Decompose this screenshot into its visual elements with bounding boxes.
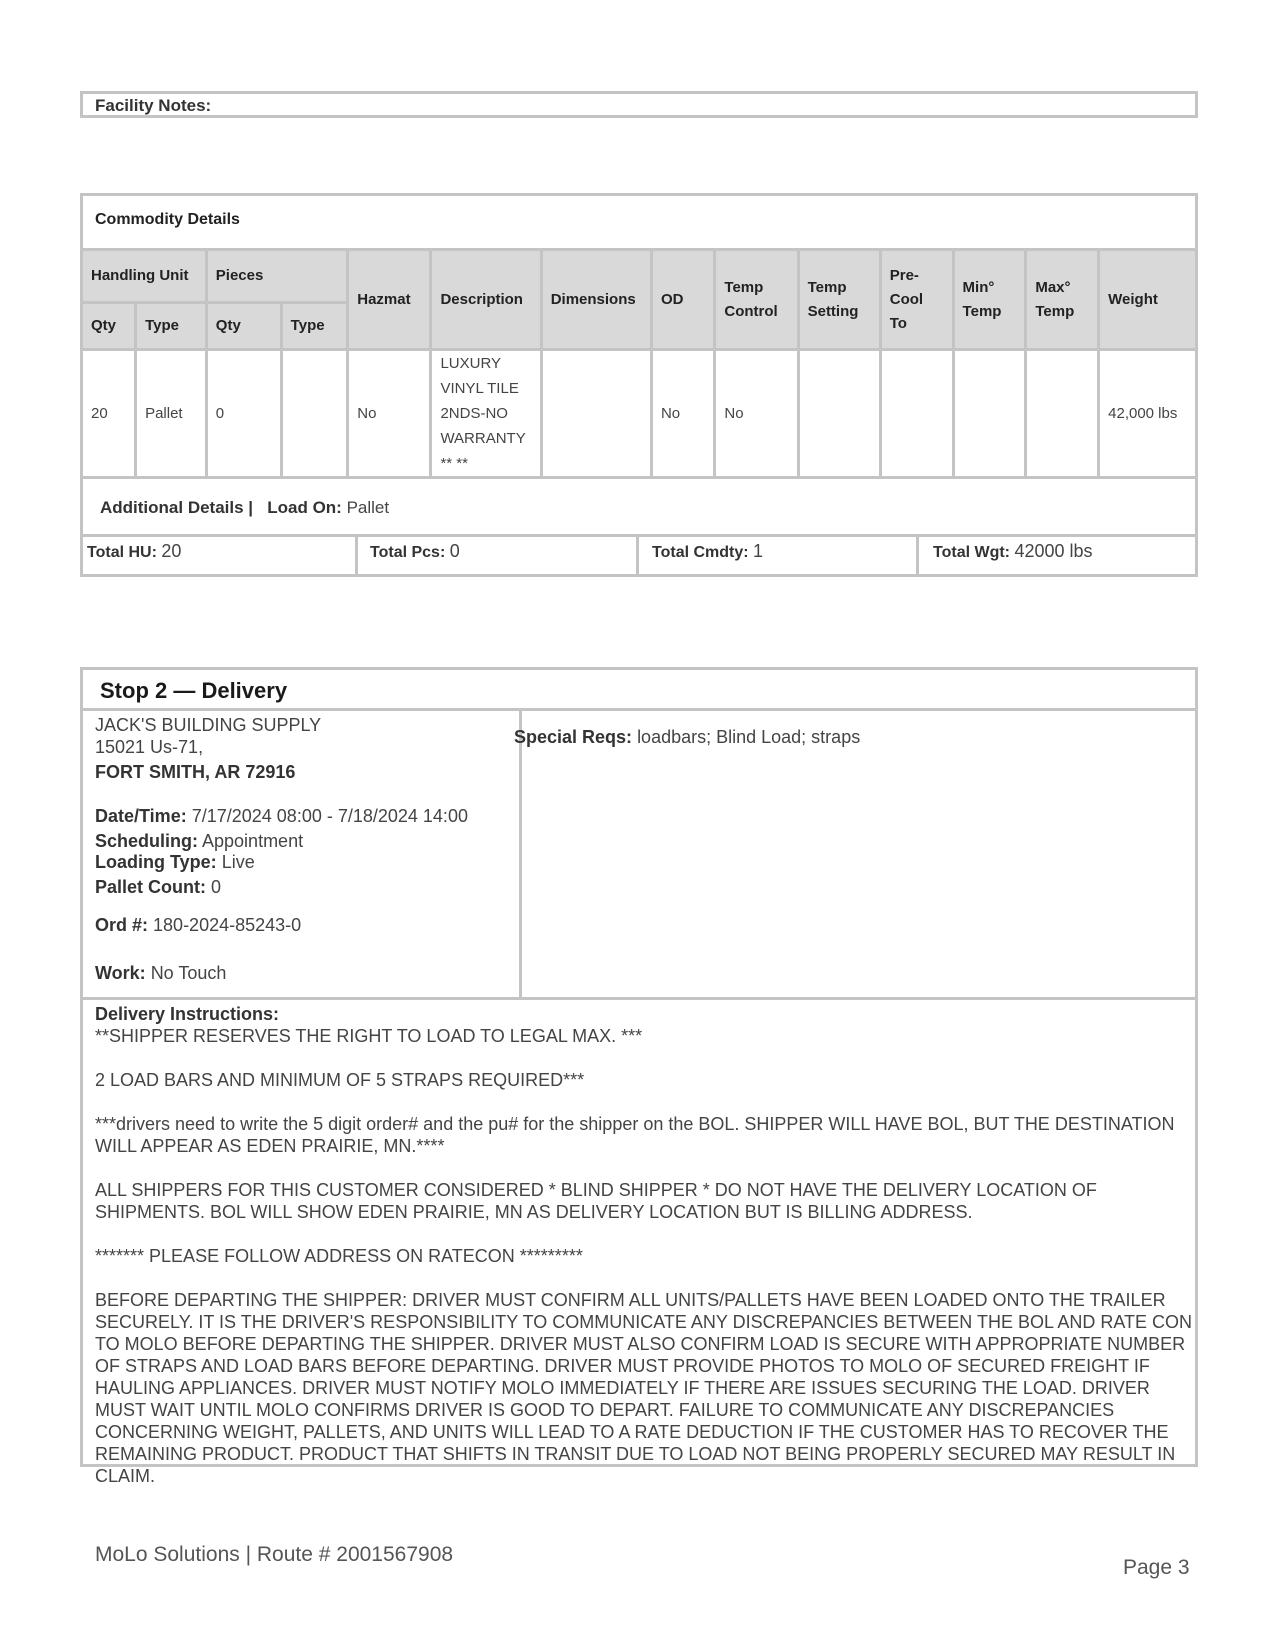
- header-min-temp: Min° Temp: [953, 250, 1026, 350]
- cell-pre-cool: [880, 350, 953, 478]
- header-hu-qty: Qty: [82, 303, 136, 350]
- load-on-label: Load On:: [267, 498, 342, 517]
- header-hu-type: Type: [136, 303, 207, 350]
- company-name: JACK'S BUILDING SUPPLY: [95, 715, 322, 735]
- cell-temp-control: No: [715, 350, 798, 478]
- instruction-line: [95, 1047, 1195, 1069]
- header-dimensions: Dimensions: [541, 250, 651, 350]
- cell-hu-qty: 20: [82, 350, 136, 478]
- footer-route: MoLo Solutions | Route # 2001567908: [95, 1543, 454, 1566]
- header-pieces: Pieces: [206, 250, 347, 303]
- total-wgt-value: 42000 lbs: [1014, 541, 1093, 561]
- ord-value: 180-2024-85243-0: [153, 915, 302, 935]
- commodity-details-box: [80, 193, 1198, 577]
- cell-weight: 42,000 lbs: [1099, 350, 1197, 478]
- instruction-line: ALL SHIPPERS FOR THIS CUSTOMER CONSIDERED * BLIND SHIPPER * DO NOT HAVE THE DELIVERY LOCATION OF SHIPMENTS. BOL WILL SHOW EDEN PRAIRIE, MN AS DELIVERY LOCATION BUT IS BILLING ADDRESS.: [95, 1180, 1102, 1222]
- work-value: No Touch: [150, 963, 227, 983]
- header-max-temp: Max° Temp: [1026, 250, 1099, 350]
- instructions-divider: [83, 997, 1195, 1000]
- scheduling: [95, 831, 303, 852]
- pallet-count: [95, 877, 221, 898]
- load-on-value: Pallet: [346, 498, 390, 517]
- cell-pcs-qty: 0: [206, 350, 281, 478]
- instruction-line: [95, 1267, 1195, 1289]
- total-hu: [87, 541, 181, 562]
- order-number: [95, 915, 301, 936]
- total-wgt: [933, 541, 1093, 562]
- work-label: Work:: [95, 963, 146, 983]
- loading-value: Live: [221, 852, 255, 872]
- special-label: Special Reqs:: [514, 727, 633, 747]
- instruction-line: ***drivers need to write the 5 digit order# and the pu# for the shipper on the BOL. SHIPPER WILL HAVE BOL, BUT THE DESTINATION WILL APPEAR AS EDEN PRAIRIE, MN.****: [95, 1114, 1180, 1156]
- instruction-line: **SHIPPER RESERVES THE RIGHT TO LOAD TO LEGAL MAX. ***: [95, 1026, 643, 1046]
- address-line: 15021 Us-71,: [95, 737, 204, 757]
- loading-label: Loading Type:: [95, 852, 217, 872]
- facility-notes-box: [80, 91, 1198, 118]
- header-handling-unit: Handling Unit: [82, 250, 207, 303]
- total-pcs-label: Total Pcs:: [370, 544, 446, 561]
- work: [95, 963, 226, 984]
- special-reqs: [514, 727, 860, 748]
- header-pre-cool: Pre-Cool To: [880, 250, 953, 350]
- additional-details-label: Additional Details |: [100, 498, 254, 517]
- footer-page-number: Page 3: [1123, 1556, 1190, 1579]
- date-time: [95, 806, 468, 827]
- instruction-line: BEFORE DEPARTING THE SHIPPER: DRIVER MUST CONFIRM ALL UNITS/PALLETS HAVE BEEN LOADED ONTO THE TRAILER SECURELY. IT IS THE DRIVER'S RESPONSIBILITY TO COMMUNICATE ANY DISCREPANCIES BETWEEN THE BOL AND RATE CON TO MOLO BEFORE DEPARTING THE SHIPPER. DRIVER MUST ALSO CONFIRM LOAD IS SECURE WITH APPROPRIATE NUMBER OF STRAPS AND LOAD BARS BEFORE DEPARTING. DRIVER MUST PROVIDE PHOTOS TO MOLO OF SECURED FREIGHT IF HAULING APPLIANCES. DRIVER MUST NOTIFY MOLO IMMEDIATELY IF THERE ARE ISSUES SECURING THE LOAD. DRIVER MUST WAIT UNTIL MOLO CONFIRMS DRIVER IS GOOD TO DEPART. FAILURE TO COMMUNICATE ANY DISCREPANCIES CONCERNING WEIGHT, PALLETS, AND UNITS WILL LEAD TO A RATE DEDUCTION IF THE CUSTOMER HAS TO RECOVER THE REMAINING PRODUCT. PRODUCT THAT SHIFTS IN TRANSIT DUE TO LOAD NOT BEING PROPERLY SECURED MAY RESULT IN CLAIM.: [95, 1290, 1197, 1486]
- total-cmdty: [652, 541, 763, 562]
- stop-title: Stop 2 — Delivery: [100, 678, 288, 703]
- cell-hazmat: No: [348, 350, 431, 478]
- cell-od: No: [651, 350, 714, 478]
- cell-description: LUXURY VINYL TILE 2NDS-NO WARRANTY ** **: [431, 350, 541, 478]
- total-pcs: [370, 541, 460, 562]
- totals-separator: [916, 537, 919, 574]
- cell-max-temp: [1026, 350, 1099, 478]
- header-pcs-qty: Qty: [206, 303, 281, 350]
- commodity-table: [80, 248, 1198, 479]
- header-od: OD: [651, 250, 714, 350]
- instruction-line: [95, 1091, 1195, 1113]
- pallet-value: 0: [211, 877, 222, 897]
- commodity-title: Commodity Details: [95, 211, 240, 228]
- header-description: Description: [431, 250, 541, 350]
- totals-separator: [636, 537, 639, 574]
- header-temp-setting: Temp Setting: [798, 250, 880, 350]
- totals-separator: [355, 537, 358, 574]
- ord-label: Ord #:: [95, 915, 149, 935]
- stop-title-divider: [83, 708, 1195, 711]
- special-value: loadbars; Blind Load; straps: [637, 727, 861, 747]
- pallet-label: Pallet Count:: [95, 877, 206, 897]
- scheduling-value: Appointment: [202, 831, 304, 851]
- instruction-line: ******* PLEASE FOLLOW ADDRESS ON RATECON *********: [95, 1246, 583, 1266]
- delivery-instructions: [95, 1003, 1195, 1487]
- additional-details: [100, 498, 389, 518]
- totals-divider: [83, 534, 1195, 537]
- loading-type: [95, 852, 255, 873]
- instructions-label: Delivery Instructions:: [95, 1004, 280, 1024]
- header-weight: Weight: [1099, 250, 1197, 350]
- cell-temp-setting: [798, 350, 880, 478]
- instructions-body: [95, 1025, 1195, 1487]
- cell-pcs-type: [281, 350, 348, 478]
- cell-dimensions: [541, 350, 651, 478]
- stop-column-divider: [519, 708, 522, 998]
- total-hu-value: 20: [161, 541, 182, 561]
- total-hu-label: Total HU:: [87, 544, 157, 561]
- instruction-line: [95, 1223, 1195, 1245]
- total-pcs-value: 0: [449, 541, 460, 561]
- instruction-line: [95, 1157, 1195, 1179]
- header-hazmat: Hazmat: [348, 250, 431, 350]
- scheduling-label: Scheduling:: [95, 831, 198, 851]
- instruction-line: 2 LOAD BARS AND MINIMUM OF 5 STRAPS REQUIRED***: [95, 1070, 585, 1090]
- cell-hu-type: Pallet: [136, 350, 207, 478]
- total-cmdty-value: 1: [753, 541, 764, 561]
- total-wgt-label: Total Wgt:: [933, 544, 1011, 561]
- date-value: 7/17/2024 08:00 - 7/18/2024 14:00: [191, 806, 468, 826]
- header-pcs-type: Type: [281, 303, 348, 350]
- cell-min-temp: [953, 350, 1026, 478]
- stop-box: [80, 667, 1198, 1486]
- date-label: Date/Time:: [95, 806, 187, 826]
- commodity-row: [82, 350, 1197, 478]
- city-state-zip: FORT SMITH, AR 72916: [95, 762, 296, 782]
- facility-notes-label: Facility Notes:: [95, 96, 212, 115]
- header-temp-control: Temp Control: [715, 250, 798, 350]
- total-cmdty-label: Total Cmdty:: [652, 544, 749, 561]
